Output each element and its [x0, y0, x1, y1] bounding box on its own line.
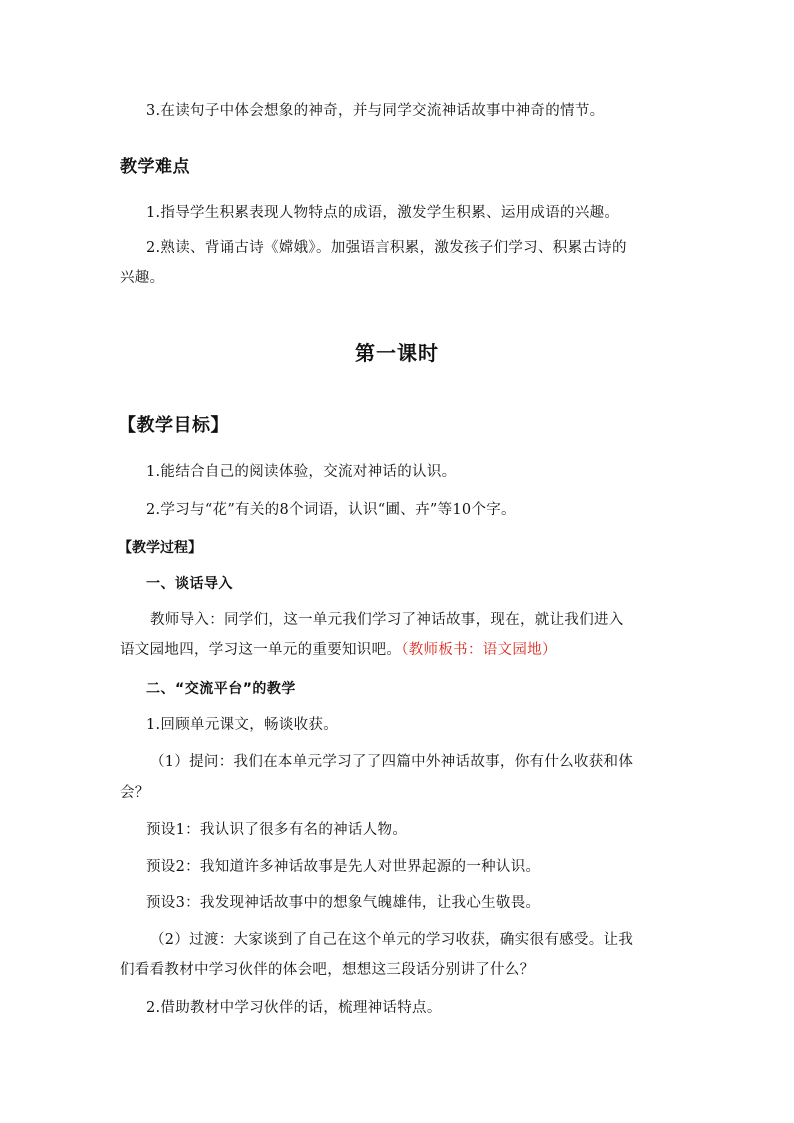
lesson-title: 第一课时: [355, 341, 439, 365]
difficulty-item-2-line-2: 兴趣。: [120, 270, 165, 286]
part-2-step-2: 2.借助教材中学习伙伴的话，梳理神话特点。: [146, 1000, 442, 1016]
part-2-heading: 二、“交流平台”的教学: [146, 681, 296, 697]
part-1-paragraph-line-2: [120, 640, 557, 660]
preset-answer-2: 预设2：我知道许多神话故事是先人对世界起源的一种认识。: [146, 859, 541, 875]
question-1-line-1: （1）提问：我们在本单元学习了了四篇中外神话故事，你有什么收获和体: [150, 754, 634, 770]
question-1-line-2: 会？: [120, 785, 150, 801]
objective-item-2: 2.学习与“花”有关的8个词语，认识“圃、卉”等10个字。: [146, 502, 516, 518]
objective-item-1: 1.能结合自己的阅读体验，交流对神话的认识。: [146, 464, 457, 480]
part-1-paragraph-line-1: 教师导入：同学们，这一单元我们学习了神话故事，现在，就让我们进入: [150, 612, 624, 628]
preset-answer-1: 预设1：我认识了很多有名的神话人物。: [146, 822, 408, 838]
preset-answer-3: 预设3：我发现神话故事中的想象气魄雄伟，让我心生敬畏。: [146, 895, 541, 911]
question-2-line-1: （2）过渡：大家谈到了自己在这个单元的学习收获，确实很有感受。让我: [150, 932, 634, 948]
part-2-step-1: 1.回顾单元课文，畅谈收获。: [146, 717, 339, 733]
part-1-paragraph-text: 语文园地四，学习这一单元的重要知识吧。: [120, 642, 402, 658]
process-heading: 【教学过程】: [118, 540, 202, 556]
board-note: （教师板书：语文园地）: [401, 642, 557, 658]
question-2-line-2: 们看看教材中学习伙伴的体会吧，想想这三段话分别讲了什么？: [120, 962, 535, 978]
difficulty-item-2-line-1: 2.熟读、背诵古诗《嫦娥》。加强语言积累，激发孩子们学习、积累古诗的: [146, 240, 627, 256]
part-1-heading: 一、谈话导入: [146, 576, 233, 592]
difficulties-heading: 教学难点: [120, 157, 190, 177]
teaching-goal-3: 3.在读句子中体会想象的神奇，并与同学交流神话故事中神奇的情节。: [146, 103, 605, 119]
difficulty-item-1: 1.指导学生积累表现人物特点的成语，激发学生积累、运用成语的兴趣。: [146, 205, 620, 221]
objectives-heading: 【教学目标】: [118, 415, 229, 436]
